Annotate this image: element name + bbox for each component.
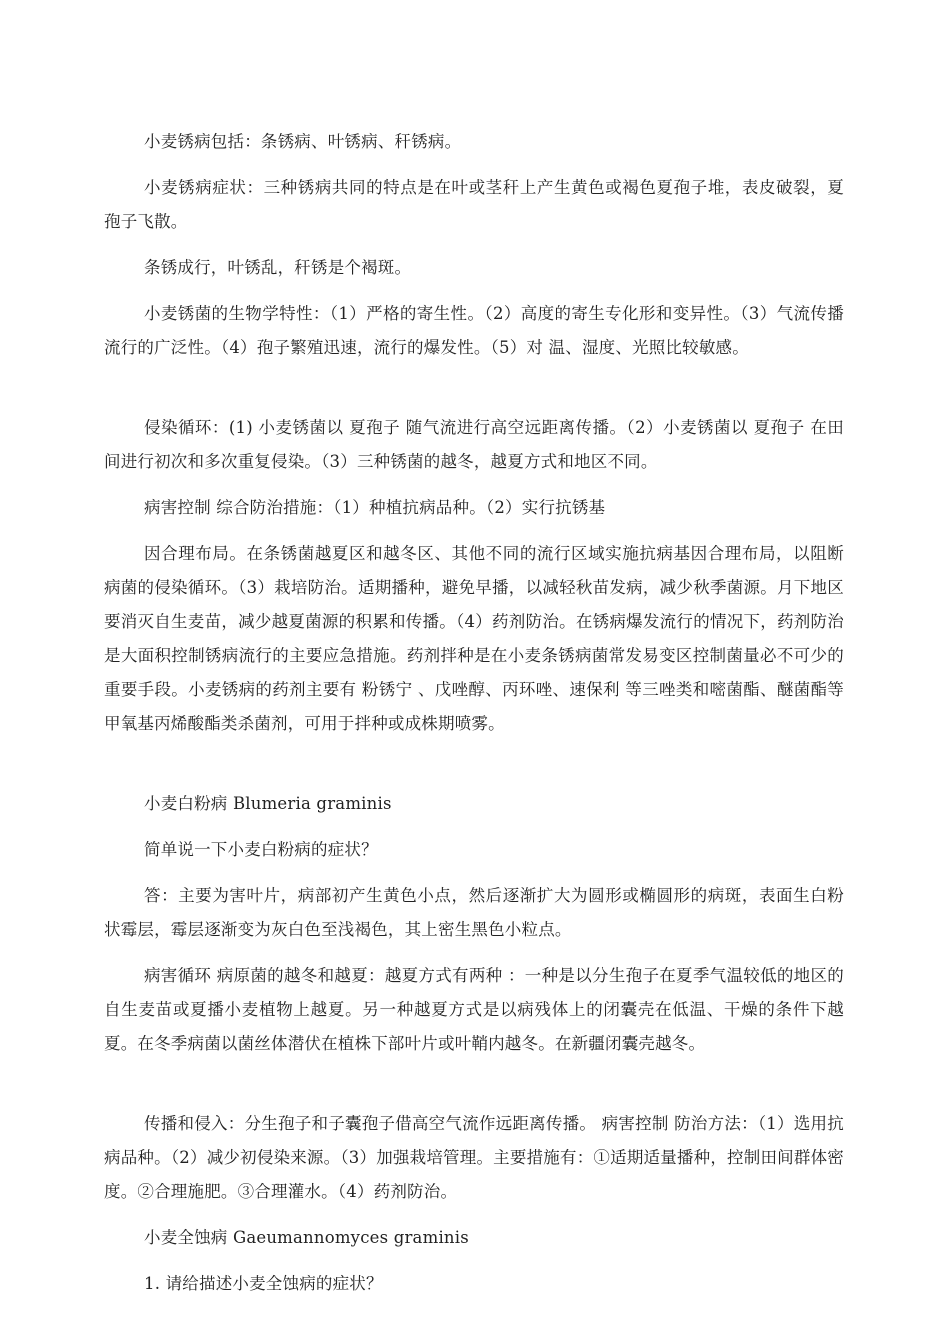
paragraph-rust-mnemonic: 条锈成行，叶锈乱，秆锈是个褐斑。 [144,258,412,277]
heading-powdery-mildew: 小麦白粉病 Blumeria graminis [144,794,392,813]
paragraph-spread-and-control: 传播和侵入：分生孢子和子囊孢子借高空气流作远距离传播。 病害控制 防治方法：（1）选用抗病品种。（2）减少初侵染来源。（3）加强栽培管理。主要措施有：①适期适量播种，控制田间群体密度。②合理施肥。③合理灌水。（4）药剂防治。 [104,1114,844,1201]
paragraph-rust-types: 小麦锈病包括：条锈病、叶锈病、秆锈病。 [144,132,462,151]
paragraph-infection-cycle: 侵染循环：(1) 小麦锈菌以 夏孢子 随气流进行高空远距离传播。（2）小麦锈菌以 夏孢子 在田间进行初次和多次重复侵染。（3）三种锈菌的越冬，越夏方式和地区不同。 [104,418,844,471]
paragraph-rust-symptoms: 小麦锈病症状：三种锈病共同的特点是在叶或茎秆上产生黄色或褐色夏孢子堆，表皮破裂，夏孢子飞散。 [104,178,844,231]
paragraph-disease-cycle: 病害循环 病原菌的越冬和越夏：越夏方式有两种 ：一种是以分生孢子在夏季气温较低的地区的自生麦苗或夏播小麦植物上越夏。另一种越夏方式是以病残体上的闭囊壳在低温、干燥的条件下越夏。在冬季病菌以菌丝体潜伏在植株下部叶片或叶鞘内越冬。在新疆闭囊壳越冬。 [104,966,844,1053]
paragraph-control-intro: 病害控制 综合防治措施：（1）种植抗病品种。（2）实行抗锈基 [144,498,606,517]
paragraph-control-details: 因合理布局。在条锈菌越夏区和越冬区、其他不同的流行区域实施抗病基因合理布局，以阻断病菌的侵染循环。（3）栽培防治。适期播种，避免早播，以减轻秋苗发病，减少秋季菌源。月下地区要消灭自生麦苗，减少越夏菌源的积累和传播。（4）药剂防治。在锈病爆发流行的情况下，药剂防治是大面积控制锈病流行的主要应急措施。药剂拌种是在小麦条锈病菌常发易变区控制菌量必不可少的重要手段。小麦锈病的药剂主要有 粉锈宁 、戊唑醇、丙环唑、速保利 等三唑类和嘧菌酯、醚菌酯等甲氧基丙烯酸酯类杀菌剂，可用于拌种或成株期喷雾。 [104,544,844,733]
heading-take-all: 小麦全蚀病 Gaeumannomyces graminis [144,1228,469,1247]
question-take-all-symptoms: 1. 请给描述小麦全蚀病的症状？ [144,1274,383,1293]
answer-powdery-mildew-symptoms: 答：主要为害叶片，病部初产生黄色小点，然后逐渐扩大为圆形或椭圆形的病斑，表面生白粉状霉层，霉层逐渐变为灰白色至浅褐色，其上密生黑色小粒点。 [104,886,844,939]
question-powdery-mildew-symptoms: 简单说一下小麦白粉病的症状？ [144,840,378,859]
paragraph-rust-biology: 小麦锈菌的生物学特性：（1）严格的寄生性。（2）高度的寄生专化形和变异性。（3）气流传播流行的广泛性。（4）孢子繁殖迅速，流行的爆发性。（5）对 温、湿度、光照比较敏感。 [104,304,844,357]
